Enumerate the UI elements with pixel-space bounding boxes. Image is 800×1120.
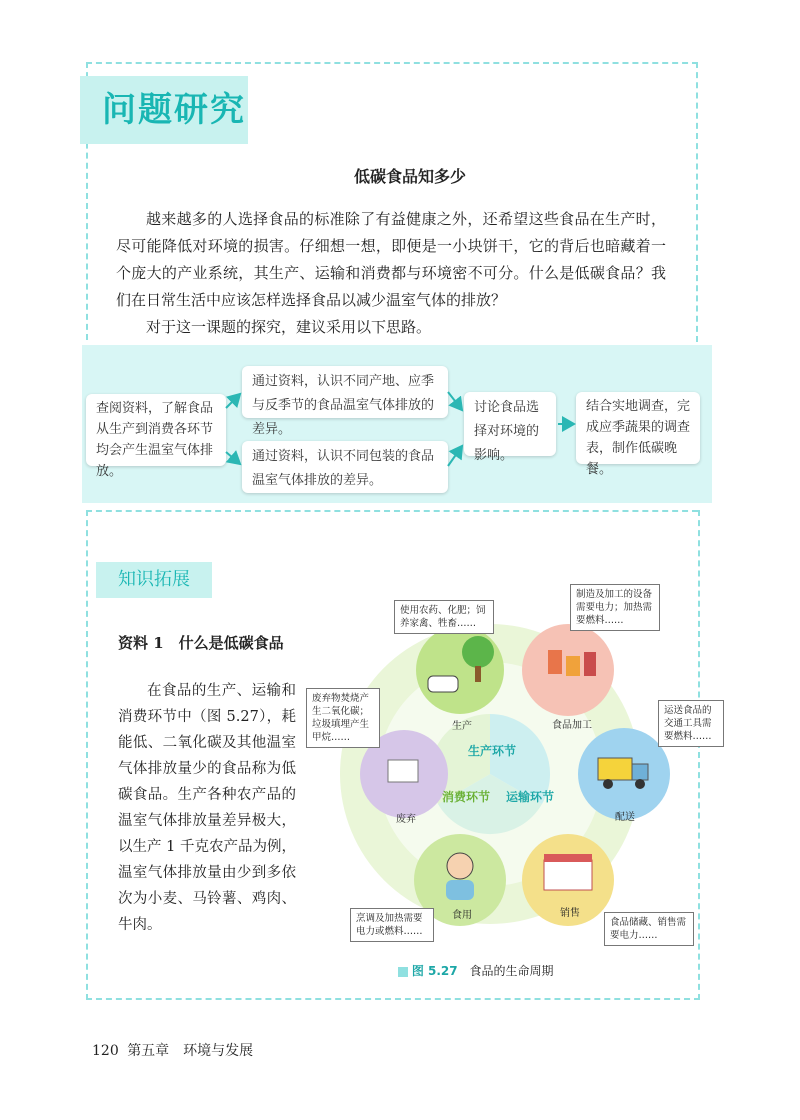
lifecycle-diagram [300, 590, 700, 960]
caption-number: 图 5.27 [411, 964, 458, 978]
flow-step-4: 结合实地调查，完成应季蔬果的调查表，制作低碳晚餐。 [576, 392, 700, 464]
flow-step-1: 查阅资料，了解食品从生产到消费各环节均会产生温室气体排放。 [86, 394, 226, 466]
footer [92, 1040, 253, 1060]
material-heading: 资料 1 什么是低碳食品 [118, 634, 284, 652]
material-paragraph: 在食品的生产、运输和消费环节中（图 5.27），耗能低、二氧化碳及其他温室气体排放量少的食品称为低碳食品。生产各种农产品的温室气体排放量差异极大，以生产 1 千克农产品为例，温室气体排放量由少到多依次为小麦、马铃薯、鸡肉、牛肉。 [118, 683, 296, 933]
callout-waste: 废弃物焚烧产生二氧化碳；垃圾填埋产生甲烷…… [306, 688, 380, 748]
ring-label-production: 生产环节 [468, 744, 517, 758]
flow-step-2a: 通过资料，认识不同产地、应季与反季节的食品温室气体排放的差异。 [242, 366, 448, 418]
sector-production-circle [416, 626, 504, 714]
caption-marker [398, 967, 408, 977]
caption-text: 食品的生命周期 [469, 964, 554, 978]
section-title: 问题研究 [80, 76, 248, 144]
intro-paragraph: 越来越多的人选择食品的标准除了有益健康之外，还希望这些食品在生产时，尽可能降低对环境的损害。仔细想一想，即便是一小块饼干，它的背后也暗藏着一个庞大的产业系统，其生产、运输和消费都与环境密不可分。什么是低碳食品？我们在日常生活中应该怎样选择食品以减少温室气体的排放？ [116, 210, 666, 309]
arrow-1-to-2b [226, 452, 240, 464]
callout-production: 使用农药、化肥；饲养家禽、牲畜…… [394, 600, 494, 634]
flow-arrows [0, 0, 800, 520]
ring-label-transport: 运输环节 [506, 790, 555, 804]
page-number: 120 [92, 1043, 119, 1059]
arrow-2b-to-3 [448, 446, 462, 466]
flow-step-2b: 通过资料，认识不同包装的食品温室气体排放的差异。 [242, 441, 448, 493]
article-title: 低碳食品知多少 [353, 167, 466, 186]
chapter-title: 第五章 环境与发展 [127, 1043, 254, 1059]
sector-label-sales: 销售 [560, 908, 580, 919]
knowledge-frame-top [86, 510, 698, 512]
arrow-2a-to-3 [448, 392, 462, 410]
approach-sentence: 对于这一课题的探究，建议采用以下思路。 [146, 318, 432, 336]
flow-step-3: 讨论食品选择对环境的影响。 [464, 392, 556, 456]
figure-caption [398, 962, 553, 979]
sector-label-eating: 食用 [452, 910, 472, 921]
callout-sales: 食品储藏、销售需要电力…… [604, 912, 694, 946]
sector-label-waste: 废弃 [396, 814, 416, 825]
sector-label-delivery: 配送 [615, 812, 635, 823]
knowledge-tab: 知识拓展 [96, 562, 212, 598]
callout-delivery: 运送食品的交通工具需要燃料…… [658, 700, 724, 747]
callout-eating: 烹调及加热需要电力或燃料…… [350, 908, 434, 942]
callout-processing: 制造及加工的设备需要电力；加热需要燃料…… [570, 584, 660, 631]
sector-label-production: 生产 [452, 721, 472, 732]
ring-label-consumption: 消费环节 [442, 790, 491, 804]
sector-label-processing: 食品加工 [552, 720, 592, 731]
arrow-1-to-2a [226, 394, 240, 408]
